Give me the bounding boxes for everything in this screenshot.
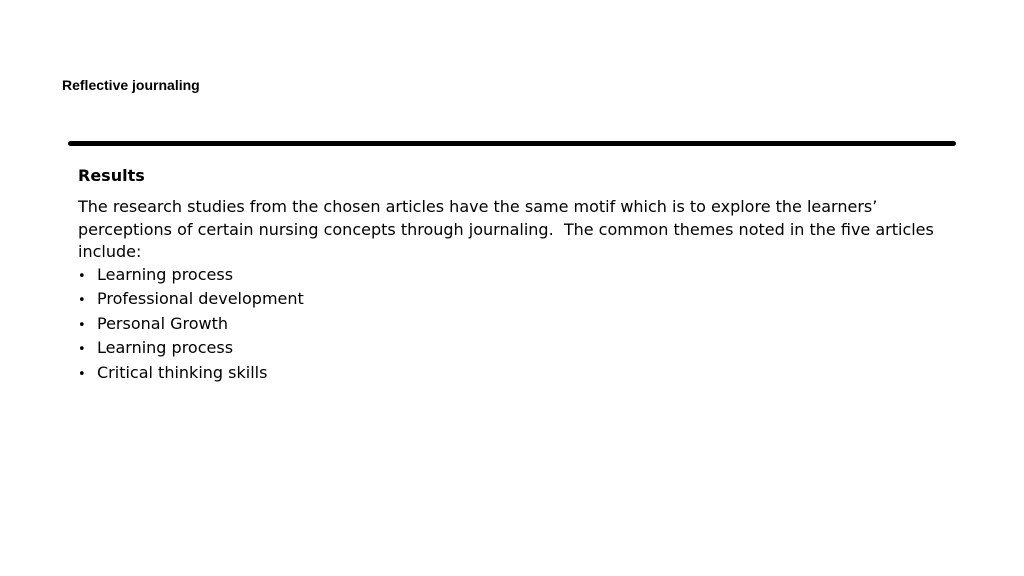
themes-list [78, 264, 958, 387]
bullet-icon: • [78, 293, 86, 308]
list-item [78, 313, 958, 338]
bullet-icon: • [78, 317, 86, 333]
list-item-label: Learning process [97, 338, 234, 357]
list-item-label: Professional development [97, 289, 304, 308]
content-body [78, 166, 958, 386]
list-item [78, 337, 958, 362]
list-item [78, 288, 958, 313]
list-item [78, 264, 958, 289]
list-item-label: Personal Growth [97, 313, 229, 333]
bullet-icon: • [78, 342, 86, 357]
list-item-label: Learning process [97, 264, 234, 284]
bullet-icon: • [78, 366, 86, 382]
list-item-label: Critical thinking skills [97, 362, 268, 382]
section-heading: Results [78, 166, 145, 185]
results-paragraph: The research studies from the chosen articles have the same motif which is to explore the learners’ perceptions of certain nursing concepts through journaling. The common themes noted in the five articles include: [78, 197, 939, 261]
title-divider [68, 141, 956, 146]
list-item [78, 362, 958, 387]
bullet-icon: • [78, 268, 86, 284]
slide-title: Reflective journaling [62, 77, 200, 93]
